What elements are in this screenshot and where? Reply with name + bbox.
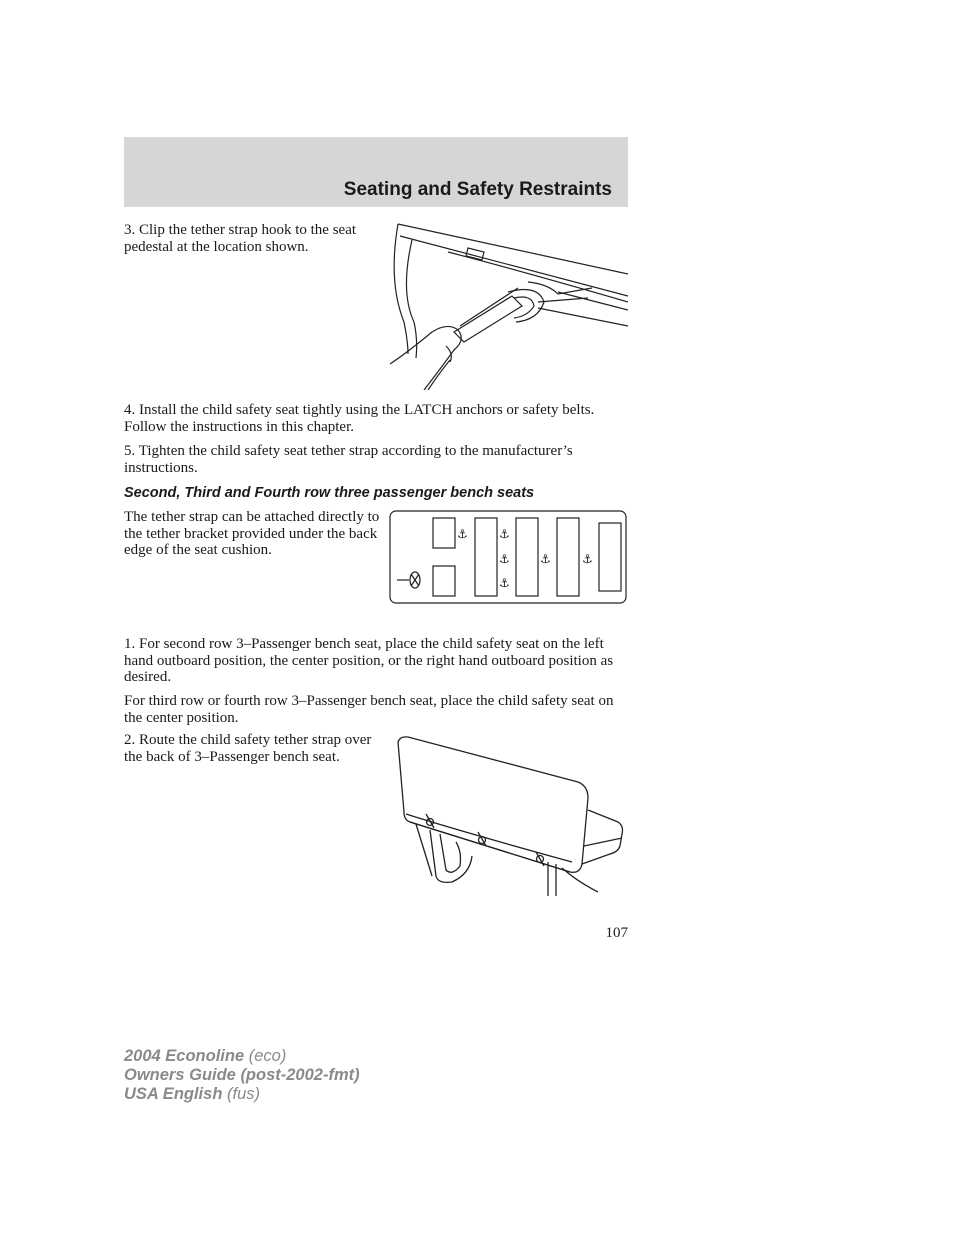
page-title: Seating and Safety Restraints bbox=[343, 179, 612, 200]
footer-guide: Owners Guide (post-2002-fmt) bbox=[124, 1066, 360, 1084]
seating-layout-diagram bbox=[389, 510, 627, 604]
footer-language: USA English bbox=[124, 1085, 223, 1103]
footer bbox=[124, 1047, 360, 1104]
tether-hook-illustration bbox=[388, 222, 628, 390]
anchor-icon: ⚓ bbox=[499, 552, 510, 566]
step-5-text: 5. Tighten the child safety seat tether strap according to the manufacturer’s instructions. bbox=[124, 443, 573, 476]
page-number: 107 bbox=[605, 925, 628, 941]
footer-language-code: (fus) bbox=[227, 1085, 260, 1103]
anchor-icon: ⚓ bbox=[582, 552, 593, 566]
anchor-icon: ⚓ bbox=[499, 576, 510, 590]
item-2-text: 2. Route the child safety tether strap over the back of 3–Passenger bench seat. bbox=[124, 732, 372, 765]
step-3-text: 3. Clip the tether strap hook to the seat pedestal at the location shown. bbox=[124, 222, 357, 255]
anchor-icon: ⚓ bbox=[540, 552, 551, 566]
intro-text: The tether strap can be attached directly to the tether bracket provided under the back edge of the seat cushion. bbox=[124, 509, 380, 558]
item-1b-text: For third row or fourth row 3–Passenger bench seat, place the child safety seat on the center position. bbox=[124, 693, 614, 726]
header-band bbox=[124, 137, 628, 207]
anchor-icon: ⚓ bbox=[499, 527, 510, 541]
footer-model-code: (eco) bbox=[248, 1047, 287, 1065]
step-4-text: 4. Install the child safety seat tightly using the LATCH anchors or safety belts. Follow the instructions in this chapter. bbox=[124, 402, 595, 435]
anchor-icon: ⚓ bbox=[457, 527, 468, 541]
bench-seat-illustration bbox=[396, 734, 626, 896]
footer-line-3 bbox=[124, 1085, 360, 1104]
item-1-text: 1. For second row 3–Passenger bench seat, place the child safety seat on the left hand outboard position, the center position, or the right hand outboard position as desired. bbox=[124, 636, 614, 685]
footer-line-2 bbox=[124, 1066, 360, 1085]
footer-line-1 bbox=[124, 1047, 360, 1066]
footer-model: 2004 Econoline bbox=[124, 1047, 245, 1065]
section-heading: Second, Third and Fourth row three passenger bench seats bbox=[124, 485, 535, 501]
